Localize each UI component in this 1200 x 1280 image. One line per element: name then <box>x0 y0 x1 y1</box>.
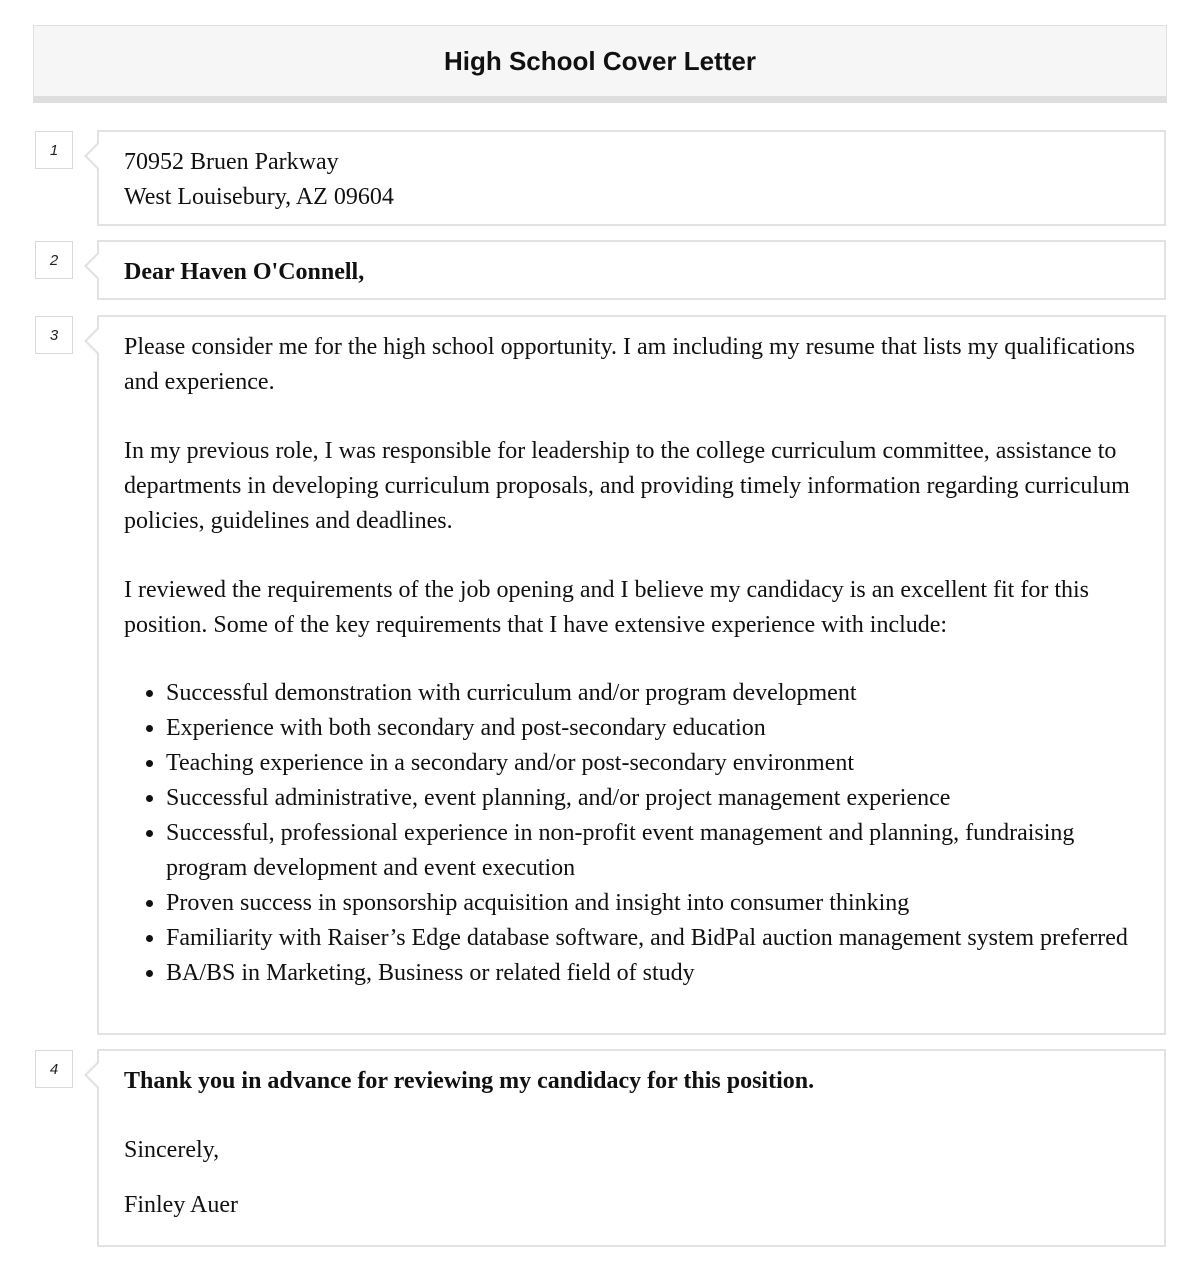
closing-box <box>97 1049 1166 1247</box>
requirement-item: • Familiarity with Raiser’s Edge database software, and BidPal auction management system preferred <box>166 921 1138 956</box>
address-box <box>97 130 1166 226</box>
document-title: High School Cover Letter <box>443 45 757 76</box>
requirement-item: • BA/BS in Marketing, Business or related field of study <box>166 956 1138 991</box>
body-paragraph: I reviewed the requirements of the job opening and I believe my candidacy is an excellent fit for this position. Some of the key requirements that I have extensive experience with include: <box>124 577 1089 638</box>
body-paragraph: Please consider me for the high school opportunity. I am including my resume that lists my qualifications and experience. <box>124 334 1135 395</box>
section-number-badge: 2 <box>35 241 73 279</box>
salutation-box <box>97 240 1166 300</box>
closing-statement: Thank you in advance for reviewing my candidacy for this position. <box>124 1068 815 1094</box>
requirement-item: • Teaching experience in a secondary and/or post-secondary environment <box>166 746 1138 781</box>
document-header <box>33 25 1167 103</box>
requirement-item: • Experience with both secondary and post-secondary education <box>166 711 1138 746</box>
section-number-badge: 1 <box>35 131 73 169</box>
address-line-1: 70952 Bruen Parkway <box>124 149 339 175</box>
section-number-badge: 4 <box>35 1050 73 1088</box>
body-paragraph: In my previous role, I was responsible for leadership to the college curriculum committee, assistance to departments in developing curriculum proposals, and providing timely information regarding curriculum policies, guidelines and deadlines. <box>124 438 1130 534</box>
requirements-list <box>124 676 1138 991</box>
section-number-badge: 3 <box>35 316 73 354</box>
requirement-item: • Successful demonstration with curriculum and/or program development <box>166 676 1138 711</box>
requirement-item: • Proven success in sponsorship acquisition and insight into consumer thinking <box>166 886 1138 921</box>
requirement-item: • Successful, professional experience in non-profit event management and planning, fundraising program development and event execution <box>166 816 1138 886</box>
address-line-2: West Louisebury, AZ 09604 <box>124 184 394 210</box>
signoff: Sincerely, <box>124 1137 220 1163</box>
body-box <box>97 315 1166 1035</box>
requirement-item: • Successful administrative, event planning, and/or project management experience <box>166 781 1138 816</box>
salutation: Dear Haven O'Connell, <box>124 259 365 285</box>
signature-name: Finley Auer <box>124 1192 238 1218</box>
